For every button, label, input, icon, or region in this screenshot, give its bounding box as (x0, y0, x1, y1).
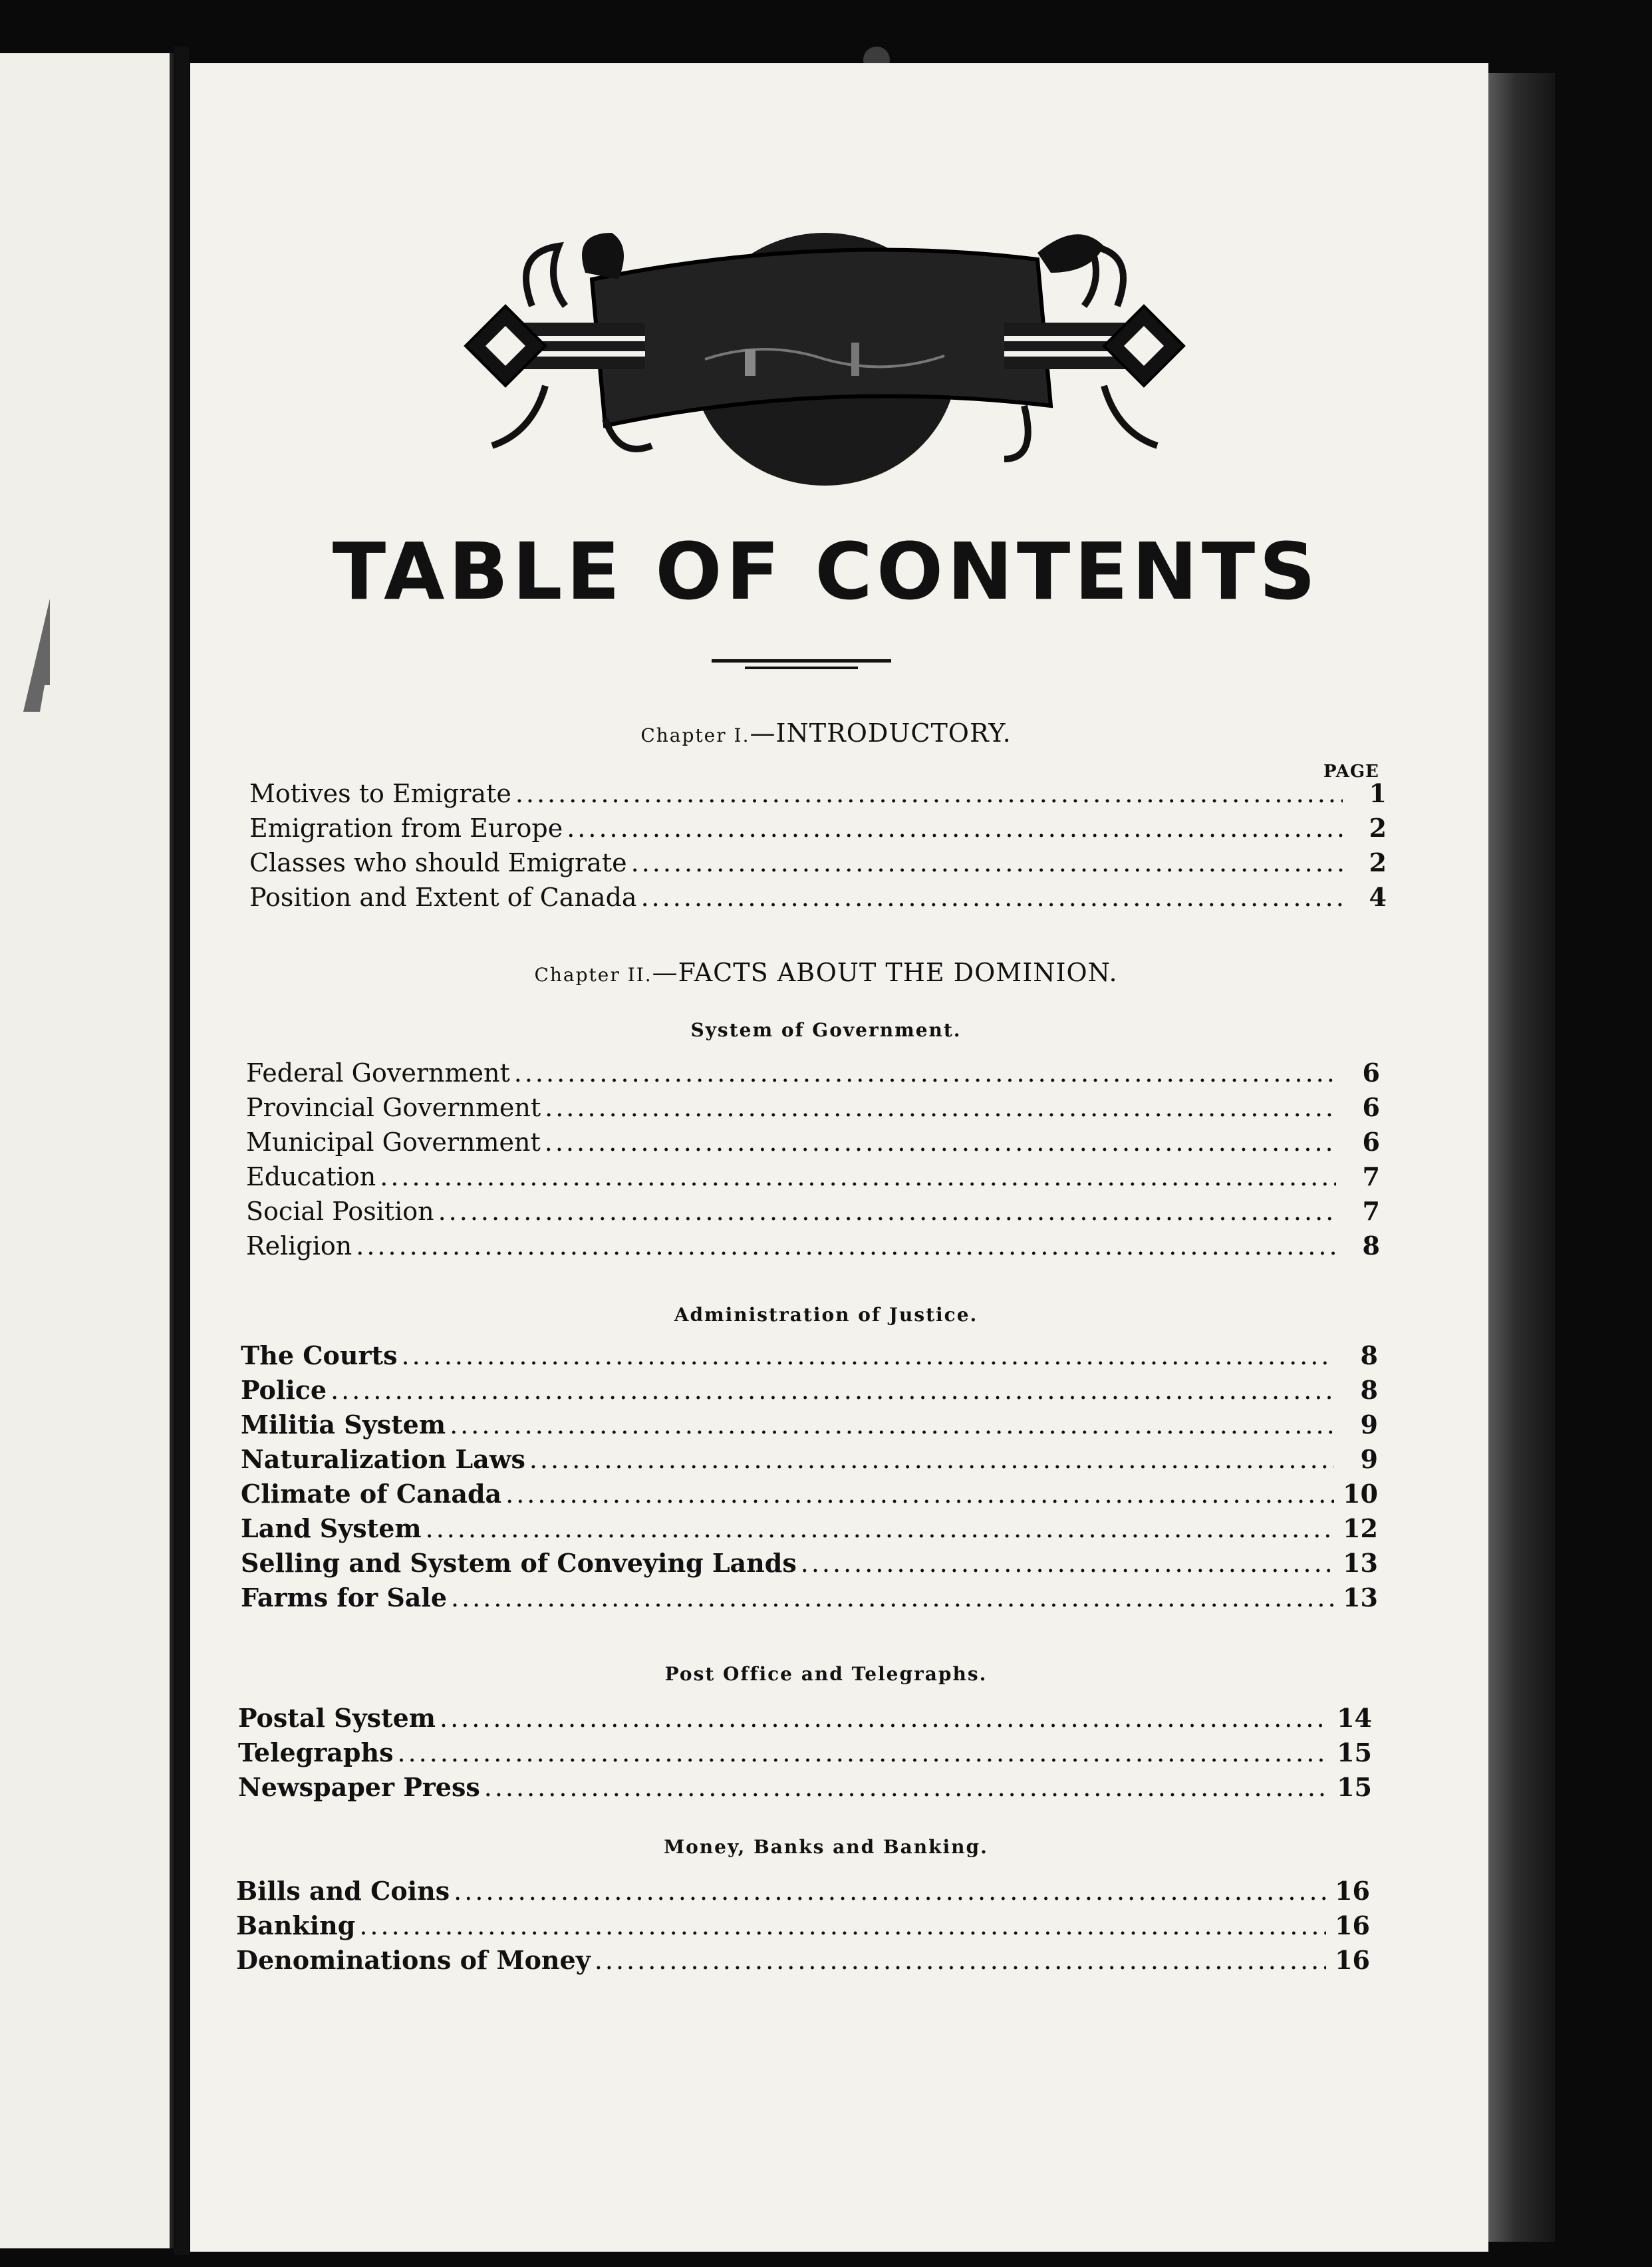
section-heading-money: Money, Banks and Banking. (664, 1836, 988, 1858)
leader-dots (450, 1410, 1334, 1439)
left-page-edge (0, 53, 174, 2248)
toc-entry-page: 13 (1343, 1548, 1378, 1578)
toc-entry[interactable] (236, 1945, 1370, 1980)
toc-entry-page: 16 (1335, 1910, 1370, 1940)
toc-entry-label: Telegraphs (238, 1738, 394, 1767)
toc-entry[interactable] (249, 847, 1387, 882)
toc-entry[interactable] (241, 1375, 1378, 1410)
toc-entry[interactable] (241, 1548, 1378, 1583)
chapter-2-label: Chapter II. (534, 964, 652, 986)
toc-entry-page: 14 (1337, 1703, 1372, 1733)
chapter-2-heading (0, 958, 1652, 987)
leader-dots (402, 1341, 1335, 1370)
toc-entry-label: Police (241, 1375, 327, 1405)
toc-entry-page: 1 (1369, 778, 1387, 808)
toc-entry-label: Social Position (246, 1197, 434, 1226)
section-heading-post-office: Post Office and Telegraphs. (664, 1663, 988, 1685)
leader-dots (641, 883, 1343, 912)
toc-entry[interactable] (241, 1479, 1378, 1513)
toc-entry-page: 2 (1369, 847, 1387, 877)
leader-dots (529, 1445, 1334, 1474)
toc-entry-label: Selling and System of Conveying Lands (241, 1548, 797, 1578)
leader-dots (426, 1514, 1334, 1543)
toc-entry-page: 6 (1362, 1092, 1380, 1122)
leader-dots (331, 1376, 1334, 1405)
toc-entry-page: 16 (1335, 1945, 1370, 1975)
toc-entry-label: Land System (241, 1513, 422, 1543)
toc-entry[interactable] (246, 1231, 1380, 1265)
toc-entry-label: Newspaper Press (238, 1772, 480, 1802)
section-post-office-entries (238, 1703, 1372, 1807)
toc-entry[interactable] (236, 1876, 1370, 1910)
toc-entry-label: Classes who should Emigrate (249, 848, 627, 877)
toc-entry-page: 8 (1362, 1231, 1380, 1261)
toc-entry-label: Position and Extent of Canada (249, 883, 637, 912)
toc-entry[interactable] (238, 1738, 1372, 1772)
toc-entry-label: Bills and Coins (236, 1876, 450, 1906)
toc-entry-label: Education (246, 1162, 376, 1191)
toc-entry-label: Denominations of Money (236, 1945, 591, 1975)
toc-entry[interactable] (236, 1910, 1370, 1945)
chapter-2-title: —FACTS ABOUT THE DOMINION. (652, 958, 1118, 987)
toc-entry-label: Militia System (241, 1410, 446, 1439)
toc-entry[interactable] (246, 1058, 1380, 1092)
toc-entry-page: 15 (1337, 1772, 1372, 1802)
page-title: TABLE OF CONTENTS (332, 526, 1320, 617)
toc-entry[interactable] (246, 1196, 1380, 1231)
toc-entry[interactable] (241, 1340, 1378, 1375)
section-heading-justice: Administration of Justice. (674, 1304, 978, 1326)
toc-entry[interactable] (238, 1703, 1372, 1738)
leader-dots (438, 1197, 1336, 1226)
toc-entry-label: Motives to Emigrate (249, 779, 511, 808)
toc-entry[interactable] (246, 1092, 1380, 1127)
leader-dots (631, 848, 1343, 877)
leader-dots (454, 1877, 1326, 1906)
toc-entry-label: Farms for Sale (241, 1583, 447, 1612)
leader-dots (484, 1773, 1328, 1802)
toc-entry-label: Religion (246, 1231, 352, 1261)
ornamental-banner-vignette (452, 206, 1197, 499)
leader-dots (398, 1738, 1328, 1767)
toc-entry-page: 8 (1360, 1340, 1378, 1370)
leader-dots (514, 1058, 1336, 1088)
section-justice-entries (241, 1340, 1378, 1617)
toc-entry-label: Emigration from Europe (249, 814, 563, 843)
toc-entry-label: Federal Government (246, 1058, 510, 1088)
toc-entry-label: Postal System (238, 1703, 436, 1733)
toc-entry-page: 6 (1362, 1127, 1380, 1157)
toc-entry-page: 9 (1360, 1410, 1378, 1439)
toc-entry-label: Banking (236, 1910, 356, 1940)
toc-entry-page: 15 (1337, 1738, 1372, 1767)
toc-entry-label: Municipal Government (246, 1128, 541, 1157)
chapter-1-label: Chapter I. (640, 724, 750, 746)
toc-entry-page: 7 (1362, 1161, 1380, 1191)
title-underline-rule (712, 655, 891, 673)
chapter-1-heading (0, 718, 1652, 748)
toc-entry-page: 6 (1362, 1058, 1380, 1088)
toc-entry-label: Climate of Canada (241, 1479, 502, 1509)
toc-entry-label: The Courts (241, 1340, 398, 1370)
leader-dots (356, 1231, 1336, 1261)
leader-dots (545, 1093, 1336, 1122)
leader-dots (380, 1162, 1336, 1191)
leader-dots (359, 1911, 1326, 1940)
toc-entry-page: 10 (1343, 1479, 1378, 1509)
toc-entry-page: 12 (1343, 1513, 1378, 1543)
leader-dots (595, 1946, 1326, 1975)
leader-dots (440, 1704, 1328, 1733)
toc-entry[interactable] (246, 1127, 1380, 1161)
leader-dots (515, 779, 1343, 808)
toc-entry[interactable] (246, 1161, 1380, 1196)
chapter-1-title: —INTRODUCTORY. (750, 718, 1012, 748)
section-government-entries (246, 1058, 1380, 1265)
section-heading-government: System of Government. (690, 1019, 962, 1041)
toc-entry-label: Provincial Government (246, 1093, 541, 1122)
toc-entry-label: Naturalization Laws (241, 1444, 525, 1474)
book-gutter (174, 47, 189, 2255)
toc-entry[interactable] (249, 882, 1387, 917)
leader-dots (505, 1479, 1334, 1509)
toc-entry-page: 4 (1369, 882, 1387, 912)
toc-entry[interactable] (249, 778, 1387, 813)
leader-dots (801, 1549, 1334, 1578)
leader-dots (451, 1583, 1334, 1612)
page-edge-shadow (1488, 73, 1555, 2242)
chapter-1-entries (249, 778, 1387, 917)
toc-entry[interactable] (241, 1410, 1378, 1444)
leader-dots (545, 1128, 1336, 1157)
page-column-header: PAGE (1323, 762, 1379, 782)
section-money-entries (236, 1876, 1370, 1980)
toc-entry[interactable] (238, 1772, 1372, 1807)
toc-entry-page: 2 (1369, 813, 1387, 843)
toc-entry[interactable] (241, 1513, 1378, 1548)
toc-entry-page: 7 (1362, 1196, 1380, 1226)
leader-dots (567, 814, 1343, 843)
toc-entry-page: 9 (1360, 1444, 1378, 1474)
toc-entry[interactable] (241, 1444, 1378, 1479)
toc-entry[interactable] (241, 1583, 1378, 1617)
toc-entry[interactable] (249, 813, 1387, 847)
toc-entry-page: 8 (1360, 1375, 1378, 1405)
toc-entry-page: 13 (1343, 1583, 1378, 1612)
toc-entry-page: 16 (1335, 1876, 1370, 1906)
